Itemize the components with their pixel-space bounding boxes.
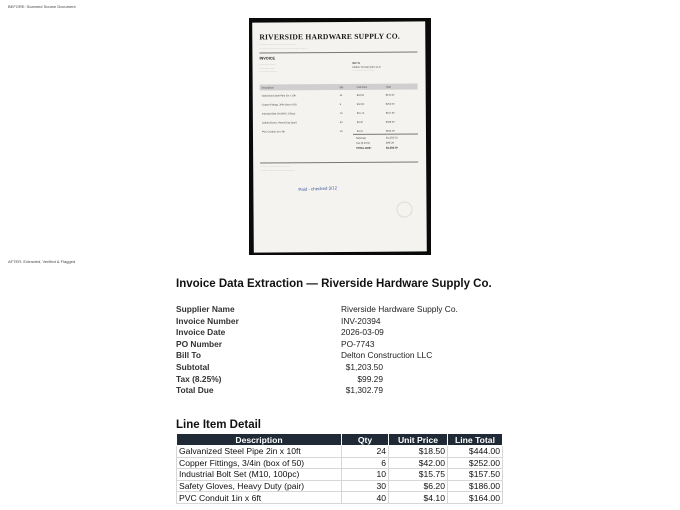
scan-meta-line: ···················	[259, 63, 276, 67]
field-value: Riverside Hardware Supply Co.	[341, 304, 458, 314]
scanned-invoice	[252, 21, 427, 252]
scan-th-qty: Qty	[339, 85, 344, 89]
scan-th-description: Description	[261, 85, 274, 90]
total-row	[176, 374, 496, 386]
line-items-title: Line Item Detail	[176, 419, 261, 431]
scan-row-price: $42.00	[356, 102, 365, 106]
scan-row-desc: Galvanized Steel Pipe 2in x 10ft	[261, 94, 296, 98]
field-label: Invoice Number	[176, 315, 239, 326]
cell-description: Industrial Bolt Set (M10, 100pc)	[177, 469, 342, 481]
line-items-table	[176, 433, 503, 504]
scan-total: $1,302.79	[386, 146, 398, 150]
scan-row-desc: Safety Gloves, Heavy Duty (pair)	[261, 121, 297, 125]
table-row	[177, 446, 503, 458]
field-row	[176, 350, 496, 362]
total-row	[176, 362, 496, 374]
subtotal-value: $1,203.50	[345, 361, 383, 372]
scan-row-desc: PVC Conduit 1in x 6ft	[261, 130, 285, 134]
after-caption: AFTER: Extracted, Verified & Flagged	[8, 259, 76, 264]
scan-subtotal: $1,203.50	[385, 136, 398, 140]
cell-qty: 6	[342, 457, 389, 469]
extraction-title: Invoice Data Extraction — Riverside Hardware Supply Co.	[176, 278, 492, 290]
field-label: Bill To	[176, 350, 201, 361]
scan-row-total: $164.00	[385, 129, 395, 133]
scan-row-qty: 10	[339, 111, 343, 115]
scan-row-total: $252.00	[385, 102, 395, 106]
scan-row-qty: 24	[339, 93, 343, 97]
th-line-total: Line Total	[448, 434, 503, 446]
scan-th-total: Total	[385, 85, 391, 89]
cell-line-total: $444.00	[448, 446, 503, 458]
scan-row-qty: 30	[339, 120, 343, 124]
table-row	[177, 492, 503, 504]
table-row	[177, 469, 503, 481]
scan-row-qty: 40	[339, 129, 343, 133]
scan-footer-divider	[260, 161, 418, 163]
scan-row-price: $15.75	[356, 111, 365, 115]
scan-meta-line: ····················	[259, 70, 277, 74]
th-qty: Qty	[342, 434, 389, 446]
total-due-value: $1,302.79	[345, 385, 383, 396]
subtotal-label: Subtotal	[176, 361, 210, 372]
scan-stamp-mark	[396, 201, 412, 217]
before-caption: BEFORE: Scanned Source Document	[8, 4, 76, 9]
table-header-row	[177, 434, 503, 446]
cell-qty: 10	[342, 469, 389, 481]
field-row	[176, 327, 496, 339]
field-value: 2026-03-09	[341, 327, 384, 338]
scan-row-price: $18.50	[356, 93, 365, 97]
scan-tax-label: Tax (8.25%)	[356, 141, 370, 145]
field-row	[176, 339, 496, 351]
field-value: PO-7743	[341, 338, 375, 349]
extraction-fields	[176, 304, 496, 397]
cell-unit-price: $42.00	[389, 457, 448, 469]
tax-label: Tax (8.25%)	[176, 373, 222, 384]
scan-th-unit-price: Unit Price	[356, 85, 368, 89]
field-row	[176, 304, 496, 316]
field-row	[176, 316, 496, 328]
cell-line-total: $252.00	[448, 457, 503, 469]
scan-footer-line: ···································	[260, 165, 291, 169]
cell-line-total: $164.00	[448, 492, 503, 504]
scan-company-name: RIVERSIDE HARDWARE SUPPLY CO.	[259, 31, 401, 42]
scan-address-line: ························································	[259, 46, 308, 51]
scan-bill-to-address: ·························	[352, 68, 375, 72]
scan-row-price: $4.10	[356, 129, 363, 133]
th-unit-price: Unit Price	[389, 434, 448, 446]
scan-footer-line: ········································	[260, 168, 295, 173]
cell-description: Copper Fittings, 3/4in (box of 50)	[177, 457, 342, 469]
scan-row-total: $186.00	[385, 120, 395, 124]
scan-row-price: $6.20	[356, 120, 363, 124]
tax-value: $99.29	[357, 373, 383, 384]
scan-row-total: $444.00	[385, 93, 395, 97]
scan-handwritten-note: Paid - checked 3/12	[298, 185, 338, 192]
scan-divider	[259, 51, 417, 53]
cell-unit-price: $15.75	[389, 469, 448, 481]
th-description: Description	[177, 434, 342, 446]
field-label: PO Number	[176, 338, 223, 349]
cell-unit-price: $4.10	[389, 492, 448, 504]
scan-row-desc: Industrial Bolt Set (M10, 100pc)	[261, 112, 296, 116]
scan-row-total: $157.50	[385, 111, 395, 115]
cell-line-total: $157.50	[448, 469, 503, 481]
cell-description: Galvanized Steel Pipe 2in x 10ft	[177, 446, 342, 458]
table-row	[177, 457, 503, 469]
table-row	[177, 480, 503, 492]
field-label: Supplier Name	[176, 304, 235, 314]
field-value: INV-20394	[341, 315, 381, 326]
scan-row-desc: Copper Fittings, 3/4in (box of 50)	[261, 103, 297, 107]
scan-line-items-table	[260, 83, 418, 136]
scan-address-line: ··········································	[259, 43, 296, 47]
cell-description: PVC Conduit 1in x 6ft	[177, 492, 342, 504]
cell-qty: 40	[342, 492, 389, 504]
cell-unit-price: $6.20	[389, 480, 448, 492]
cell-line-total: $186.00	[448, 480, 503, 492]
scan-bill-to-name: Delton Construction LLC	[352, 65, 381, 69]
cell-description: Safety Gloves, Heavy Duty (pair)	[177, 480, 342, 492]
scan-row-qty: 6	[339, 102, 342, 106]
scan-subtotal-label: Subtotal	[355, 136, 366, 140]
field-label: Invoice Date	[176, 327, 226, 338]
scan-tax: $99.29	[386, 141, 394, 145]
scan-bill-to-label: Bill To	[352, 61, 361, 65]
cell-qty: 30	[342, 480, 389, 492]
total-due-label: Total Due	[176, 385, 214, 396]
scan-meta-line: ··················	[259, 66, 276, 71]
scan-invoice-heading: INVOICE	[259, 56, 276, 61]
cell-qty: 24	[342, 446, 389, 458]
cell-unit-price: $18.50	[389, 446, 448, 458]
scan-total-label: TOTAL DUE:	[356, 146, 372, 150]
field-value: Delton Construction LLC	[341, 350, 433, 361]
total-row	[176, 385, 496, 397]
